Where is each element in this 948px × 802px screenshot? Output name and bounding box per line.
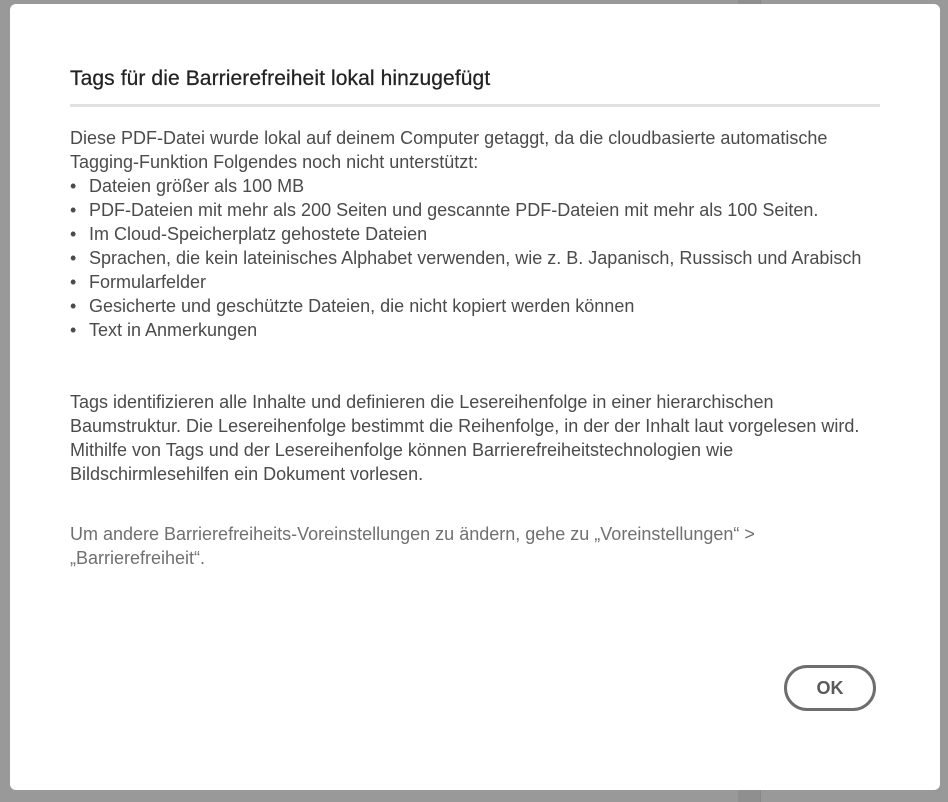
- dialog-body: [70, 126, 880, 570]
- preferences-note: Um andere Barrierefreiheits-Voreinstellungen zu ändern, gehe zu „Voreinstellungen“ > „Barrierefreiheit“.: [70, 524, 755, 568]
- list-item: • Dateien größer als 100 MB: [70, 176, 305, 196]
- explanation-text: Tags identifizieren alle Inhalte und definieren die Lesereihenfolge in einer hierarchischen Baumstruktur. Die Lesereihenfolge bestimmt die Reihenfolge, in der der Inhalt laut vorgelesen wird. Mithilfe von Tags und der Lesereihenfolge können Barrierefreiheitstechnologien wie Bildschirmlesehilfen ein Dokument vorlesen.: [70, 392, 860, 484]
- accessibility-tags-dialog: [10, 4, 940, 790]
- list-item: • Text in Anmerkungen: [70, 320, 258, 340]
- bullet-icon: •: [70, 272, 77, 292]
- intro-text: Diese PDF-Datei wurde lokal auf deinem Computer getaggt, da die cloudbasierte automatische Tagging-Funktion Folgendes noch nicht unterstützt:: [70, 128, 828, 172]
- list-item: • Im Cloud-Speicherplatz gehostete Dateien: [70, 224, 428, 244]
- bullet-icon: •: [70, 296, 77, 316]
- bullet-icon: •: [70, 248, 77, 268]
- ok-button[interactable]: OK: [784, 665, 876, 711]
- list-item: • PDF-Dateien mit mehr als 200 Seiten und gescannte PDF-Dateien mit mehr als 100 Seiten.: [70, 200, 819, 220]
- bullet-icon: •: [70, 176, 77, 196]
- bullet-icon: •: [70, 200, 77, 220]
- dialog-title: Tags für die Barrierefreiheit lokal hinzugefügt: [70, 67, 491, 90]
- title-divider: [70, 104, 880, 107]
- bullet-icon: •: [70, 320, 77, 340]
- list-item: • Formularfelder: [70, 272, 207, 292]
- limitations-list: [70, 174, 880, 342]
- list-item: • Gesicherte und geschützte Dateien, die nicht kopiert werden können: [70, 296, 635, 316]
- list-item: • Sprachen, die kein lateinisches Alphabet verwenden, wie z. B. Japanisch, Russisch und Arabisch: [70, 248, 862, 268]
- bullet-icon: •: [70, 224, 77, 244]
